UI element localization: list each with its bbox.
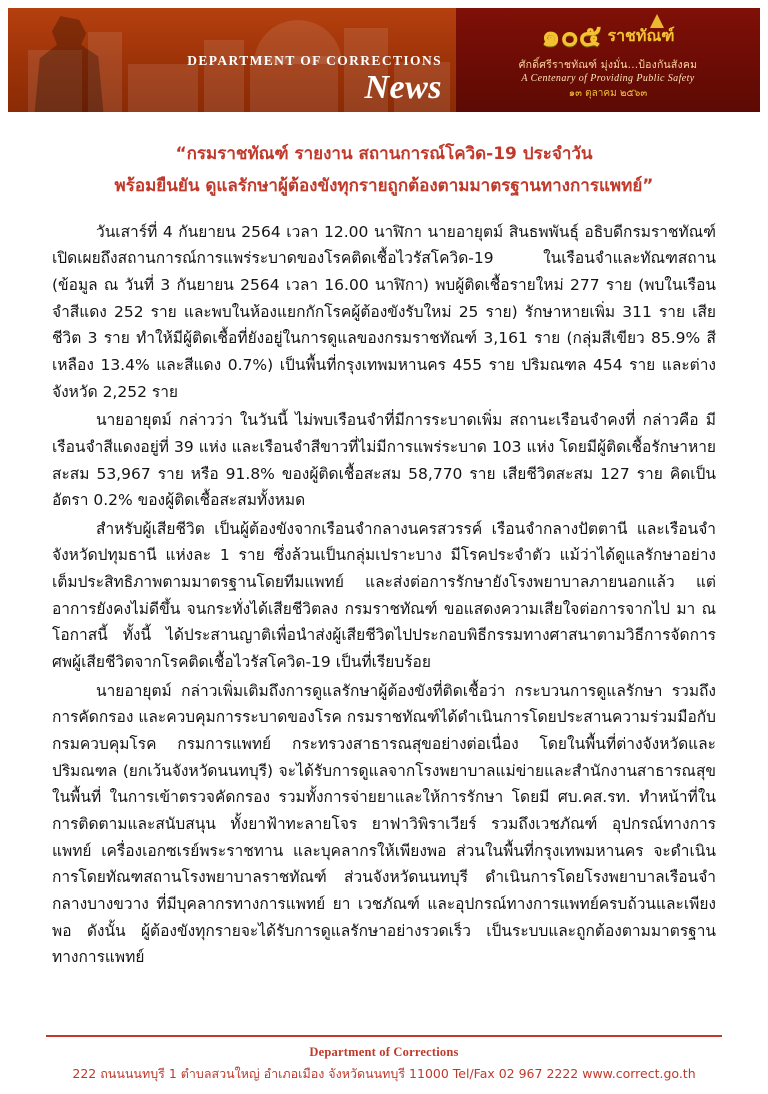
banner-right-panel xyxy=(456,8,760,112)
banner-left-panel xyxy=(8,8,456,112)
footer-divider xyxy=(46,1035,722,1037)
article-body xyxy=(52,219,716,971)
footer-organization: Department of Corrections xyxy=(309,1045,459,1059)
banner-news-label: News xyxy=(364,69,442,107)
footer-address: 222 ถนนนนทบุรี 1 ตำบลสวนใหญ่ อำเภอเมือง จังหวัดนนทบุรี 11000 Tel/Fax 02 967 2222 www.correct.go.th xyxy=(72,1066,696,1081)
document-page xyxy=(0,8,768,1094)
page-title xyxy=(56,138,712,203)
article-paragraph: สำหรับผู้เสียชีวิต เป็นผู้ต้องขังจากเรือนจำกลางนครสวรรค์ เรือนจำกลางปัตตานี และเรือนจำจังหวัดปทุมธานี แห่งละ 1 ราย ซึ่งล้วนเป็นกลุ่มเปราะบาง มีโรคประจำตัว แม้ว่าได้ดูแลรักษาอย่างเต็มประสิทธิภาพตามมาตรฐานโดยทีมแพทย์ และส่งต่อการรักษายังโรงพยาบาลภายนอกแล้ว แต่อาการยังคงไม่ดีขึ้น จนกระทั่งได้เสียชีวิตลง กรมราชทัณฑ์ ขอแสดงความเสียใจต่อการจากไป มา ณ โอกาสนี้ ทั้งนี้ ได้ประสานญาติเพื่อนำส่งผู้เสียชีวิตไปประกอบพิธีกรรมทางศาสนาตามวิธีการจัดการศพผู้เสียชีวิตจากโรคติดเชื้อไวรัสโควิด-19 เป็นที่เรียบร้อย xyxy=(52,519,716,672)
banner-department-label: DEPARTMENT OF CORRECTIONS xyxy=(187,53,442,69)
crown-icon xyxy=(650,14,664,28)
article-paragraph: นายอายุตม์ กล่าวว่า ในวันนี้ ไม่พบเรือนจำที่มีการระบาดเพิ่ม สถานะเรือนจำคงที่ กล่าวคือ มีเรือนจำสีแดงอยู่ที่ 39 แห่ง และเรือนจำสีขาวที่ไม่มีการแพร่ระบาด 103 แห่ง โดยมีผู้ติดเชื้อรักษาหายสะสม 53,967 ราย หรือ 91.8% ของผู้ติดเชื้อสะสม 58,770 ราย เสียชีวิตสะสม 127 ราย คิดเป็นอัตรา 0.2% ของผู้ติดเชื้อสะสมทั้งหมด xyxy=(52,411,716,510)
page-title-line-2: พร้อมยืนยัน ดูแลรักษาผู้ต้องขังทุกรายถูกต้องตามมาตรฐานทางการแพทย์” xyxy=(114,176,654,197)
emblem-english-slogan: A Centenary of Providing Public Safety xyxy=(521,72,695,84)
article-paragraph: นายอายุตม์ กล่าวเพิ่มเติมถึงการดูแลรักษาผู้ต้องขังที่ติดเชื้อว่า กระบวนการดูแลรักษา รวมถึงการคัดกรอง และควบคุมการระบาดของโรค กรมราชทัณฑ์ได้ดำเนินการโดยประสานความร่วมมือกับกรมควบคุมโรค กรมการแพทย์ กระทรวงสาธารณสุขอย่างต่อเนื่อง โดยในพื้นที่ต่างจังหวัดและปริมณฑล (ยกเว้นจังหวัดนนทบุรี) จะได้รับการดูแลจากโรงพยาบาลแม่ข่ายและสำนักงานสาธารณสุขในพื้นที่ ในการเข้าตรวจคัดกรอง รวมทั้งการจ่ายยาและให้การรักษา โดยมี ศบ.คส.รท. ทำหน้าที่ในการติดตามและสนับสนุน ทั้งยาฟ้าทะลายโจร ยาฟาวิพิราเวียร์ รวมถึงเวชภัณฑ์ อุปกรณ์ทางการแพทย์ เครื่องเอกซเรย์พระราชทาน และบุคลากรให้เพียงพอ ส่วนในพื้นที่กรุงเทพมหานคร จะดำเนินการโดยทัณฑสถานโรงพยาบาลราชทัณฑ์ ส่วนจังหวัดนนทบุรี ดำเนินการโดยโรงพยาบาลเรือนจำกลางบางขวาง ที่มีบุคลากรทางการแพทย์ ยา เวชภัณฑ์ และอุปกรณ์ทางการแพทย์ครบถ้วนและเพียงพอ ดังนั้น ผู้ต้องขังทุกรายจะได้รับการดูแลรักษาอย่างรวดเร็ว เป็นระบบและถูกต้องตามมาตรฐานทางการแพทย์ xyxy=(52,681,716,967)
banner-wordmark xyxy=(187,54,442,106)
page-footer xyxy=(0,1035,768,1084)
page-title-line-1: “กรมราชทัณฑ์ รายงาน สถานการณ์โควิด-19 ประจำวัน xyxy=(175,144,593,164)
emblem-date: ๑๓ ตุลาคม ๒๕๖๓ xyxy=(568,87,648,99)
header-banner xyxy=(8,8,760,112)
emblem-number: ๑๐๕ xyxy=(541,18,602,54)
emblem-thai-slogan: ศักดิ์ศรีราชทัณฑ์ มุ่งมั่น...ป้องกันสังคม xyxy=(518,58,698,71)
article-paragraph: วันเสาร์ที่ 4 กันยายน 2564 เวลา 12.00 นาฬิกา นายอายุตม์ สินธพพันธุ์ อธิบดีกรมราชทัณฑ์ เปิดเผยถึงสถานการณ์การแพร่ระบาดของโรคติดเชื้อไวรัสโควิด-19 ในเรือนจำและทัณฑสถาน (ข้อมูล ณ วันที่ 3 กันยายน 2564 เวลา 16.00 นาฬิกา) พบผู้ติดเชื้อรายใหม่ 277 ราย (พบในเรือนจำสีแดง 252 ราย และพบในห้องแยกกักโรคผู้ต้องขังรับใหม่ 25 ราย) รักษาหายเพิ่ม 311 ราย เสียชีวิต 3 ราย ทำให้มีผู้ติดเชื้อที่ยังอยู่ในการดูแลของกรมราชทัณฑ์ 3,161 ราย (กลุ่มสีเขียว 85.9% สีเหลือง 13.4% และสีแดง 0.7%) เป็นพื้นที่กรุงเทพมหานคร 455 ราย ปริมณฑล 454 ราย และต่างจังหวัด 2,252 ราย xyxy=(52,222,716,401)
emblem-thai-label: ราชทัณฑ์ xyxy=(607,26,675,46)
